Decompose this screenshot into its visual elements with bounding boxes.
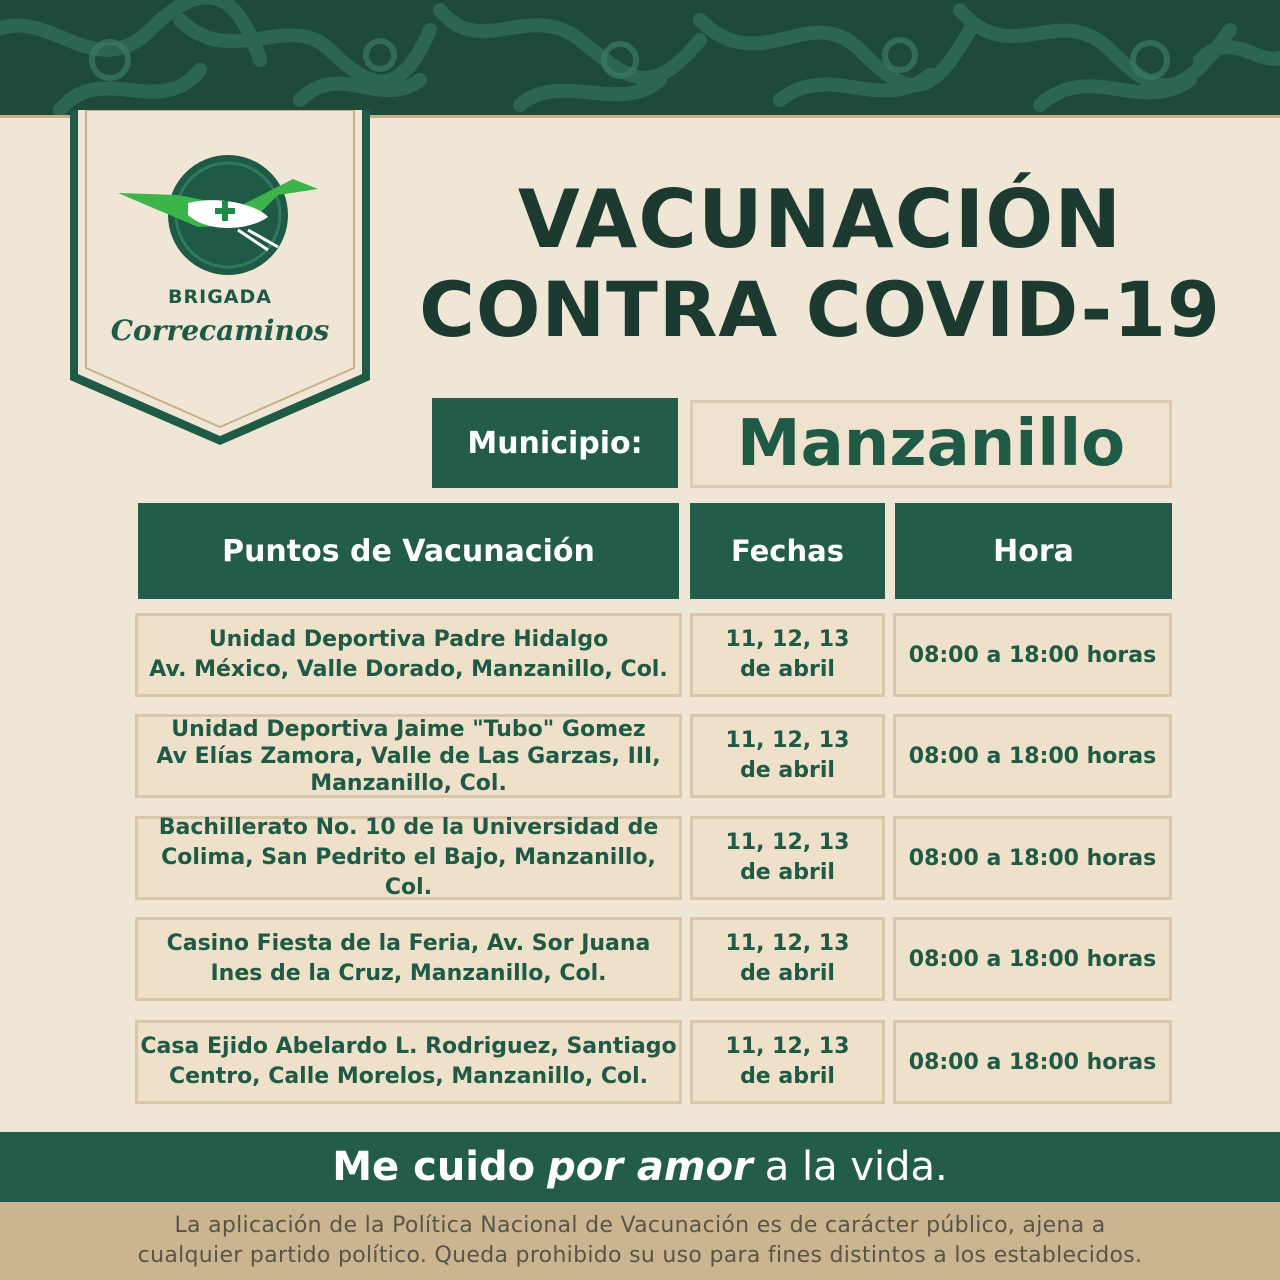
- column-header-dates: Fechas: [690, 503, 885, 599]
- table-row-dates: [690, 917, 885, 1001]
- table-row-dates: [690, 714, 885, 798]
- slogan-band: [0, 1132, 1280, 1202]
- table-row-dates: [690, 613, 885, 697]
- municipio-value: Manzanillo: [690, 400, 1172, 488]
- place-text: Unidad Deportiva Jaime "Tubo" Gomez Av Elías Zamora, Valle de Las Garzas, III, Manzanillo, Col.: [156, 716, 661, 796]
- table-row-dates: [690, 816, 885, 900]
- slogan-part3: a la vida.: [764, 1144, 948, 1190]
- table-row-place: [135, 1020, 682, 1104]
- roadrunner-icon: [118, 155, 328, 275]
- place-text: Casa Ejido Abelardo L. Rodriguez, Santiago Centro, Calle Morelos, Manzanillo, Col.: [140, 1034, 677, 1089]
- slogan-part1: Me cuido: [332, 1144, 536, 1190]
- hours-text: 08:00 a 18:00 horas: [908, 743, 1157, 769]
- brand-subtitle: Correcaminos: [110, 314, 330, 347]
- brand-title: BRIGADA: [168, 286, 272, 308]
- column-header-hours: Hora: [895, 503, 1172, 599]
- dates-text: 11, 12, 13 de abril: [725, 627, 850, 682]
- dates-text: 11, 12, 13 de abril: [725, 1034, 850, 1089]
- table-row-hours: [893, 816, 1172, 900]
- place-text: Casino Fiesta de la Feria, Av. Sor Juana Ines de la Cruz, Manzanillo, Col.: [166, 931, 651, 986]
- table-row-place: [135, 816, 682, 900]
- hours-text: 08:00 a 18:00 horas: [908, 946, 1157, 972]
- table-row-hours: [893, 714, 1172, 798]
- hours-text: 08:00 a 18:00 horas: [908, 1049, 1157, 1075]
- table-row-place: [135, 917, 682, 1001]
- roadrunner-cross-logo: [118, 155, 328, 275]
- slogan-part2: por amor: [547, 1144, 753, 1190]
- legal-notice: [0, 1202, 1280, 1280]
- page-title-line1: VACUNACIÓN: [517, 173, 1123, 266]
- place-text: Bachillerato No. 10 de la Universidad de Colima, San Pedrito el Bajo, Manzanillo, Col.: [158, 815, 659, 900]
- table-row-hours: [893, 613, 1172, 697]
- municipio-label: Municipio:: [432, 398, 678, 488]
- hours-text: 08:00 a 18:00 horas: [908, 845, 1157, 871]
- table-row-hours: [893, 1020, 1172, 1104]
- dates-text: 11, 12, 13 de abril: [725, 830, 850, 885]
- table-row-dates: [690, 1020, 885, 1104]
- dates-text: 11, 12, 13 de abril: [725, 931, 850, 986]
- decorative-pattern-band: [0, 0, 1280, 115]
- column-header-places: Puntos de Vacunación: [138, 503, 679, 599]
- hours-text: 08:00 a 18:00 horas: [908, 642, 1157, 668]
- place-text: Unidad Deportiva Padre Hidalgo Av. México, Valle Dorado, Manzanillo, Col.: [149, 627, 668, 682]
- page-title-line2: CONTRA COVID-19: [419, 265, 1221, 354]
- table-row-hours: [893, 917, 1172, 1001]
- dates-text: 11, 12, 13 de abril: [725, 728, 850, 783]
- legal-line2: cualquier partido político. Queda prohibido su uso para fines distintos a los establecidos.: [137, 1243, 1143, 1268]
- decorative-pattern: [0, 0, 1280, 115]
- legal-line1: La aplicación de la Política Nacional de Vacunación es de carácter público, ajena a: [174, 1213, 1106, 1238]
- table-row-place: [135, 613, 682, 697]
- table-row-place: [135, 714, 682, 798]
